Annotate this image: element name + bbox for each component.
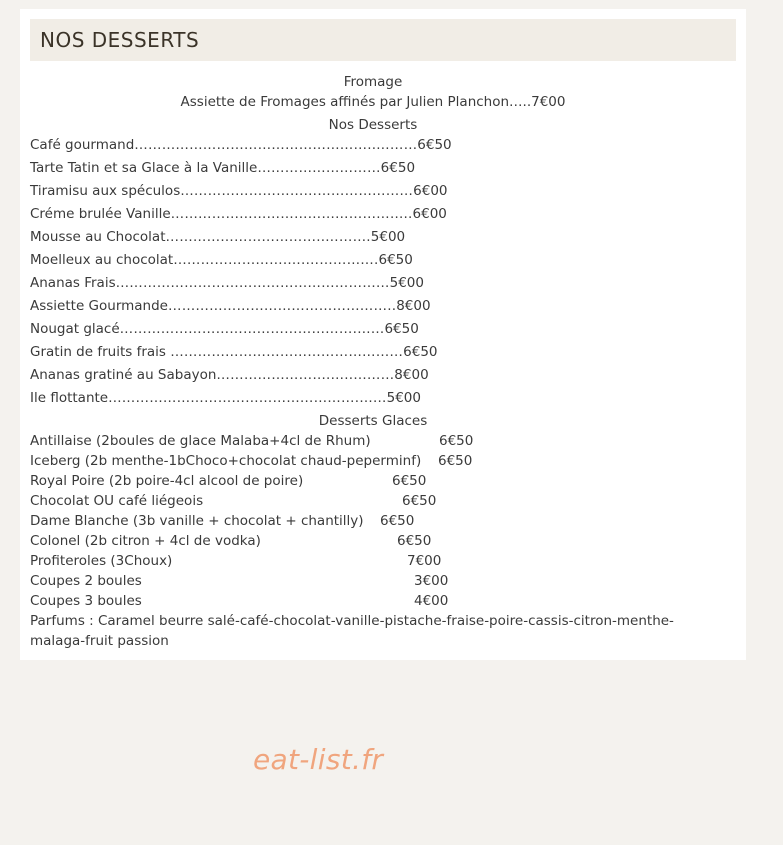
dessert-item xyxy=(30,297,431,315)
watermark-logo: eat-list.fr xyxy=(253,743,384,776)
dessert-leader-dots: …………………………………………….. xyxy=(170,206,413,222)
glace-item: Chocolat OU café liégeois xyxy=(30,493,204,509)
dessert-price: 6€00 xyxy=(412,206,447,222)
dessert-leader-dots: …………………………………………… xyxy=(180,183,414,199)
dessert-price: 8€00 xyxy=(394,367,429,383)
glace-item: Colonel (2b citron + 4cl de vodka) xyxy=(30,533,261,549)
dessert-leader-dots: ……………………… xyxy=(257,160,381,176)
glace-price: 6€50 xyxy=(397,533,432,549)
dessert-name: Assiette Gourmande xyxy=(30,298,168,314)
dessert-name: Mousse au Chocolat xyxy=(30,229,166,245)
glace-price: 7€00 xyxy=(407,553,442,569)
dessert-item xyxy=(30,136,452,154)
glace-price: 4€00 xyxy=(414,593,449,609)
dessert-price: 6€50 xyxy=(378,252,413,268)
dessert-item xyxy=(30,159,415,177)
dessert-price: 6€00 xyxy=(413,183,448,199)
dessert-item xyxy=(30,274,424,292)
dessert-price: 6€50 xyxy=(380,160,416,176)
dessert-leader-dots: …………………….…..……… xyxy=(216,367,395,383)
dessert-price: 8€00 xyxy=(396,298,431,314)
fromage-line: Assiette de Fromages affinés par Julien Planchon…..7€00 xyxy=(180,94,566,110)
dessert-leader-dots: …………………………………………….…… xyxy=(119,321,385,337)
glace-item: Iceberg (2b menthe-1bChoco+chocolat chaud-peperminf) xyxy=(30,453,422,469)
dessert-item xyxy=(30,251,413,269)
dessert-item xyxy=(30,205,447,223)
dessert-name: Ananas Frais xyxy=(30,275,116,291)
glace-price: 6€50 xyxy=(438,453,473,469)
dessert-leader-dots: ……………………………………………..……… xyxy=(134,137,418,153)
dessert-item xyxy=(30,320,419,338)
dessert-price: 5€00 xyxy=(389,275,424,291)
dessert-leader-dots: ……………………………..………. xyxy=(165,229,371,245)
dessert-leader-dots: …………………….….……………. xyxy=(173,252,379,268)
glace-price: 6€50 xyxy=(380,513,415,529)
dessert-item xyxy=(30,182,448,200)
dessert-leader-dots: …………………………………………… xyxy=(170,344,404,360)
dessert-price: 5€00 xyxy=(370,229,406,245)
dessert-name: Tiramisu aux spéculos xyxy=(30,183,181,199)
dessert-name: Gratin de fruits frais xyxy=(30,344,171,360)
section-header xyxy=(30,19,736,61)
dessert-item xyxy=(30,366,429,384)
dessert-item xyxy=(30,343,438,361)
dessert-name: Ile flottante xyxy=(30,390,109,406)
glace-item: Coupes 2 boules xyxy=(30,573,142,589)
dessert-item xyxy=(30,389,421,407)
glace-item: Profiteroles (3Choux) xyxy=(30,553,173,569)
dessert-name: Café gourmand xyxy=(30,137,135,153)
desserts-glaces-heading: Desserts Glaces xyxy=(318,413,428,429)
nos-desserts-heading: Nos Desserts xyxy=(328,117,418,133)
glace-item: Dame Blanche (3b vanille + chocolat + chantilly) xyxy=(30,513,364,529)
glace-item: Royal Poire (2b poire-4cl alcool de poire) xyxy=(30,473,304,489)
dessert-name: Ananas gratiné au Sabayon xyxy=(30,367,217,383)
glace-item: Antillaise (2boules de glace Malaba+4cl de Rhum) xyxy=(30,433,371,449)
dessert-leader-dots: ……………………………………………….…… xyxy=(108,390,387,406)
dessert-leader-dots: …………………………………………………… xyxy=(115,275,390,291)
glace-item: Coupes 3 boules xyxy=(30,593,142,609)
fromage-heading: Fromage xyxy=(343,74,403,90)
parfums-line-1: Parfums : Caramel beurre salé-café-chocolat-vanille-pistache-fraise-poire-cassis-citron-menthe- xyxy=(30,613,674,629)
glace-price: 6€50 xyxy=(392,473,427,489)
glace-price: 6€50 xyxy=(402,493,437,509)
glace-price: 3€00 xyxy=(414,573,449,589)
page-title: NOS DESSERTS xyxy=(40,28,200,52)
dessert-item xyxy=(30,228,405,246)
dessert-price: 6€50 xyxy=(403,344,438,360)
dessert-name: Tarte Tatin et sa Glace à la Vanille xyxy=(30,160,258,176)
glace-price: 6€50 xyxy=(439,433,474,449)
dessert-price: 6€50 xyxy=(417,137,452,153)
dessert-name: Créme brulée Vanille xyxy=(30,206,171,222)
menu-card xyxy=(20,9,746,660)
dessert-name: Nougat glacé xyxy=(30,321,120,337)
dessert-leader-dots: ………………………………………….. xyxy=(168,298,397,314)
dessert-price: 5€00 xyxy=(386,390,421,406)
parfums-line-2: malaga-fruit passion xyxy=(30,633,169,649)
dessert-name: Moelleux au chocolat xyxy=(30,252,174,268)
dessert-price: 6€50 xyxy=(384,321,419,337)
